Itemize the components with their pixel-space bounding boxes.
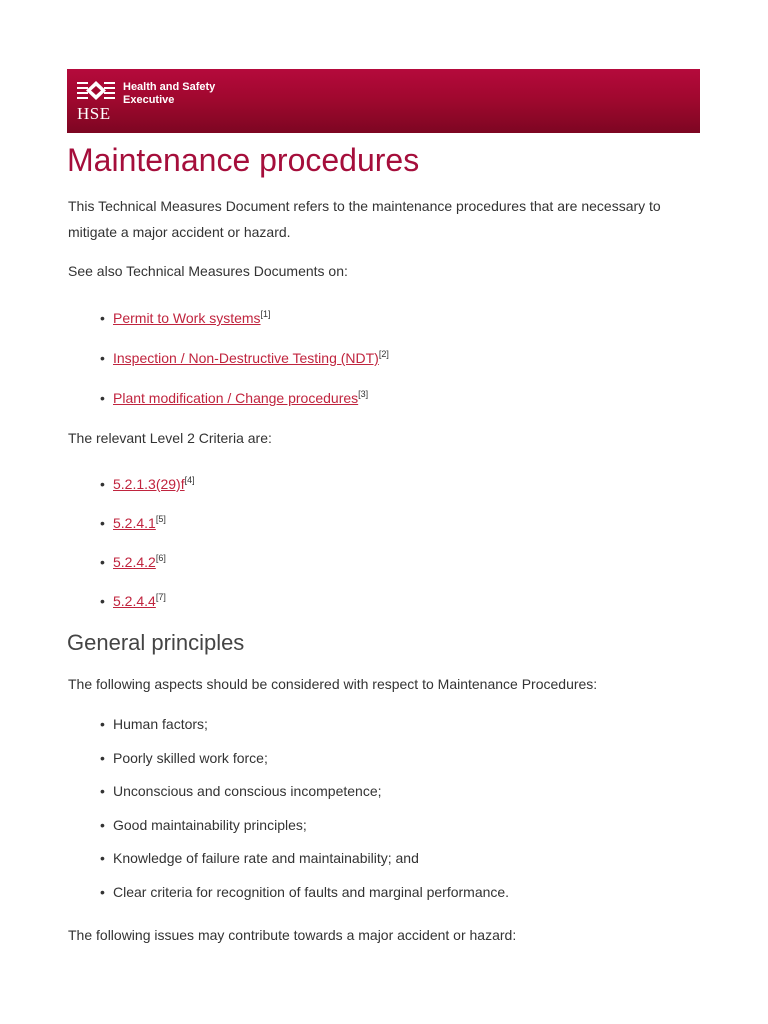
aspect-text: Human factors; <box>113 716 208 732</box>
footnote-ref: [6] <box>155 553 166 563</box>
footnote-ref: [3] <box>358 389 369 399</box>
bullet-icon: • <box>100 310 105 326</box>
footnote-ref: [5] <box>155 514 166 524</box>
aspect-text: Good maintainability principles; <box>113 816 307 833</box>
link-criteria-5-2-4-2[interactable]: 5.2.4.2 <box>113 554 156 570</box>
link-permit-to-work[interactable]: Permit to Work systems <box>113 310 261 326</box>
bullet-icon: • <box>100 476 105 492</box>
organisation-name-line2: Executive <box>123 94 175 106</box>
level2-intro: The relevant Level 2 Criteria are: <box>68 430 272 446</box>
link-criteria-5-2-4-1[interactable]: 5.2.4.1 <box>113 515 156 531</box>
bullet-icon: • <box>100 350 105 366</box>
section-heading-general-principles: General principles <box>67 630 245 655</box>
aspect-text: Knowledge of failure rate and maintainability; and <box>113 850 419 867</box>
organisation-name-line1: Health and Safety <box>123 81 216 93</box>
intro-paragraph: This Technical Measures Document refers to the maintenance procedures that are necessary to mitigate a major accident or hazard. <box>68 198 661 240</box>
aspect-text: Unconscious and conscious incompetence; <box>113 783 382 800</box>
bullet-icon: • <box>100 390 105 406</box>
bullet-icon: • <box>100 883 105 900</box>
bullet-icon: • <box>100 593 105 609</box>
hse-logo-icon <box>77 80 115 102</box>
bullet-icon: • <box>100 783 105 800</box>
link-inspection-ndt[interactable]: Inspection / Non-Destructive Testing (NDT) <box>113 350 379 366</box>
footnote-ref: [4] <box>184 475 195 485</box>
general-principles-intro: The following aspects should be considered with respect to Maintenance Procedures: <box>68 676 598 692</box>
issues-intro: The following issues may contribute towards a major accident or hazard: <box>68 927 517 943</box>
link-plant-modification[interactable]: Plant modification / Change procedures <box>113 390 359 406</box>
organisation-abbreviation: HSE <box>77 104 111 123</box>
hse-banner <box>67 69 700 133</box>
bullet-icon: • <box>100 816 105 833</box>
aspect-text: Poorly skilled work force; <box>113 749 268 766</box>
footnote-ref: [7] <box>155 592 166 602</box>
footnote-ref: [2] <box>378 349 389 359</box>
bullet-icon: • <box>100 850 105 867</box>
footnote-ref: [1] <box>260 309 271 319</box>
bullet-icon: • <box>100 716 105 732</box>
bullet-icon: • <box>100 515 105 531</box>
link-criteria-5-2-1-3[interactable]: 5.2.1.3(29)f <box>113 476 185 492</box>
see-also-paragraph: See also Technical Measures Documents on: <box>68 263 348 279</box>
organisation-name <box>123 81 215 107</box>
bullet-icon: • <box>100 554 105 570</box>
page-title: Maintenance procedures <box>67 142 420 178</box>
bullet-icon: • <box>100 749 105 766</box>
aspect-text: Clear criteria for recognition of faults and marginal performance. <box>113 883 510 900</box>
link-criteria-5-2-4-4[interactable]: 5.2.4.4 <box>113 593 156 609</box>
